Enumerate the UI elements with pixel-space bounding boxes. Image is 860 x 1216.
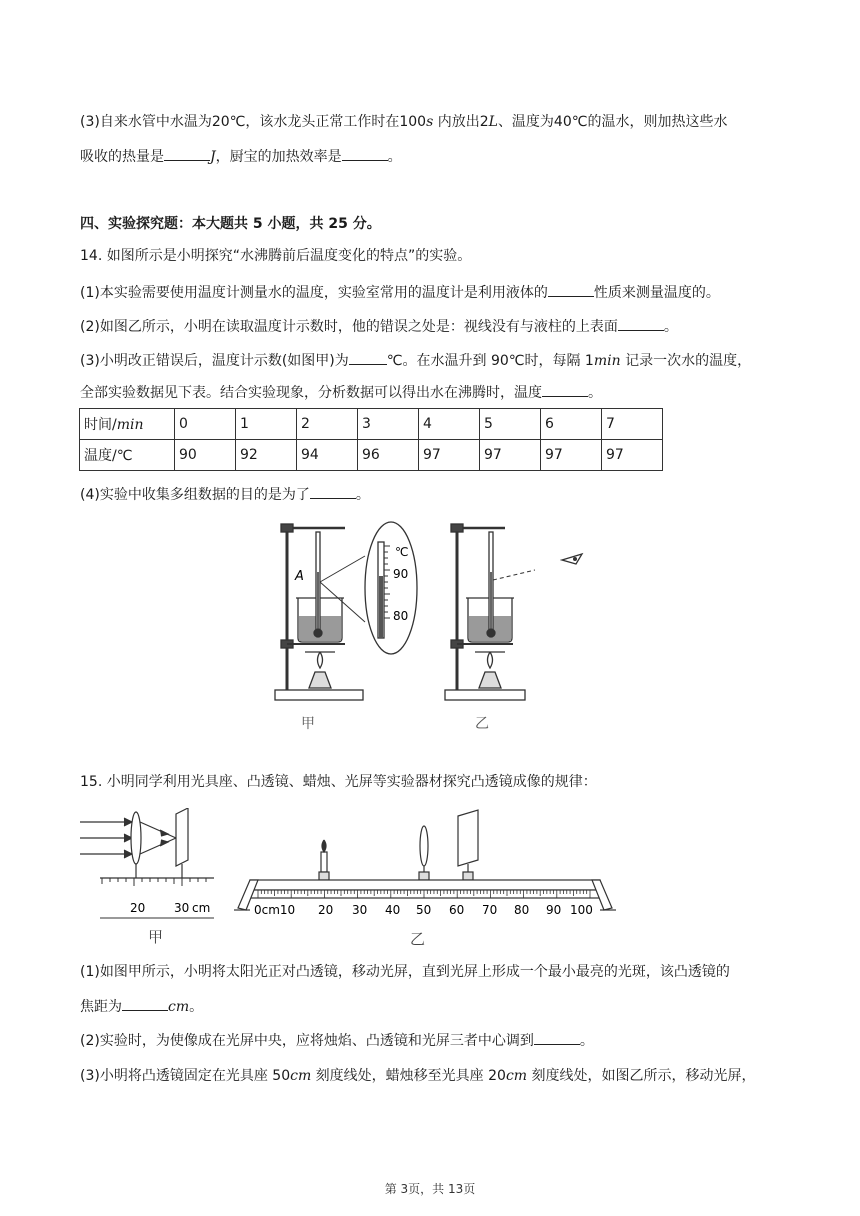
point-a-label: A bbox=[295, 569, 304, 584]
boiling-apparatus-figure bbox=[265, 512, 535, 740]
q13-part3-line1 bbox=[80, 112, 727, 132]
ruler-label-20: 20 bbox=[130, 901, 146, 915]
q14-part4-text-a: (4)实验中收集多组数据的目的是为了 bbox=[80, 487, 310, 503]
answer-blank[interactable] bbox=[548, 282, 594, 297]
q14-part1-text-b: 性质来测量温度的。 bbox=[593, 285, 720, 301]
answer-blank[interactable] bbox=[534, 1030, 580, 1045]
q14-part3-line1 bbox=[80, 350, 751, 371]
answer-blank[interactable] bbox=[310, 484, 356, 499]
table-cell: 6 bbox=[541, 409, 602, 440]
bench-tick-labels bbox=[254, 903, 593, 917]
bench-label: 40 bbox=[385, 903, 401, 917]
scale-label-80: 80 bbox=[393, 609, 409, 623]
figure-label-jia: 甲 bbox=[301, 716, 315, 732]
q15-part3-text-a: (3)小明将凸透镜固定在光具座 50 bbox=[80, 1068, 291, 1084]
table-header-temp: 温度/℃ bbox=[80, 440, 175, 471]
q13-part3-text-f: 。 bbox=[387, 149, 402, 165]
figure-label-yi: 乙 bbox=[475, 716, 489, 732]
q13-part3-text-b: 内放出2 bbox=[433, 114, 489, 130]
var-J: J bbox=[210, 149, 216, 165]
q14-part3-text-b: ℃。在水温升到 90℃时，每隔 1 bbox=[386, 353, 594, 369]
bench-label: 90 bbox=[546, 903, 562, 917]
q13-part3-text-e: ，厨宝的加热效率是 bbox=[215, 149, 342, 165]
bench-label: 100 bbox=[570, 903, 593, 917]
q13-part3-line2 bbox=[80, 146, 402, 167]
table-cell: 97 bbox=[602, 440, 663, 471]
table-cell: 97 bbox=[419, 440, 480, 471]
q13-part3-text-d: 吸收的热量是 bbox=[80, 149, 164, 165]
q14-part3-text-d: 全部实验数据见下表。结合实验现象，分析数据可以得出水在沸腾时，温度 bbox=[80, 385, 542, 401]
q15-part1-text-b: 焦距为 bbox=[80, 999, 122, 1015]
q14-part3-text-c: 记录一次水的温度， bbox=[620, 353, 752, 369]
q14-part1-text-a: (1)本实验需要使用温度计测量水的温度，实验室常用的温度计是利用液体的 bbox=[80, 285, 548, 301]
section-heading: 四、实验探究题：本大题共 5 小题，共 25 分。 bbox=[80, 216, 381, 232]
bench-label: 30 bbox=[352, 903, 368, 917]
table-cell: 2 bbox=[297, 409, 358, 440]
var-L: L bbox=[488, 114, 498, 130]
table-cell: 92 bbox=[236, 440, 297, 471]
bench-label: 50 bbox=[416, 903, 432, 917]
table-cell: 90 bbox=[175, 440, 236, 471]
q15-part3-text-c: 刻度线处，如图乙所示，移动光屏， bbox=[527, 1068, 756, 1084]
eye-icon bbox=[560, 552, 584, 572]
scale-unit: ℃ bbox=[395, 545, 409, 559]
page-footer: 第 3页，共 13页 bbox=[384, 1182, 476, 1196]
optical-bench-figure bbox=[228, 808, 620, 950]
q14-part4-text-b: 。 bbox=[355, 487, 370, 503]
var-cm: cm bbox=[505, 1068, 528, 1084]
answer-blank[interactable] bbox=[342, 146, 388, 161]
var-cm: cm bbox=[168, 999, 190, 1015]
q15-part3 bbox=[80, 1066, 756, 1086]
data-table bbox=[79, 408, 663, 471]
q15-part2-text-b: 。 bbox=[579, 1033, 594, 1049]
q15-part1-text-c: 。 bbox=[189, 999, 204, 1015]
answer-blank[interactable] bbox=[542, 382, 588, 397]
var-min: min bbox=[593, 353, 621, 369]
time-label: 时间/ bbox=[84, 417, 117, 433]
q14-part3-line2 bbox=[80, 382, 602, 403]
q15-intro: 15. 小明同学利用光具座、凸透镜、蜡烛、光屏等实验器材探究凸透镜成像的规律： bbox=[80, 774, 597, 790]
q13-part3-text-a: (3)自来水管中水温为20℃，该水龙头正常工作时在100 bbox=[80, 114, 427, 130]
bench-label: 60 bbox=[449, 903, 465, 917]
q15-part2 bbox=[80, 1030, 594, 1051]
ruler-unit: cm bbox=[192, 901, 211, 915]
q15-part3-text-b: 刻度线处，蜡烛移至光具座 20 bbox=[311, 1068, 506, 1084]
bench-label: 0cm10 bbox=[254, 903, 296, 917]
table-cell: 97 bbox=[541, 440, 602, 471]
q14-part3-text-a: (3)小明改正错误后，温度计示数(如图甲)为 bbox=[80, 353, 349, 369]
var-cm: cm bbox=[290, 1068, 312, 1084]
focal-length-figure bbox=[80, 808, 220, 948]
table-cell: 94 bbox=[297, 440, 358, 471]
q14-part2 bbox=[80, 316, 678, 337]
q14-part2-text-a: (2)如图乙所示，小明在读取温度计示数时，他的错误之处是：视线没有与液柱的上表面 bbox=[80, 319, 618, 335]
bench-label: 70 bbox=[482, 903, 498, 917]
var-min: min bbox=[116, 417, 144, 433]
table-header-time bbox=[80, 409, 175, 440]
q14-part4 bbox=[80, 484, 370, 505]
table-cell: 7 bbox=[602, 409, 663, 440]
table-cell: 97 bbox=[480, 440, 541, 471]
q14-part1 bbox=[80, 282, 720, 303]
q14-part3-text-e: 。 bbox=[588, 385, 602, 401]
ruler-ticks-jia bbox=[102, 878, 206, 886]
q15-part1-line2 bbox=[80, 996, 203, 1017]
q14-part2-text-b: 。 bbox=[663, 319, 678, 335]
q14-intro: 14. 如图所示是小明探究“水沸腾前后温度变化的特点”的实验。 bbox=[80, 248, 472, 264]
apparatus-yi bbox=[445, 524, 535, 700]
bench-label: 80 bbox=[514, 903, 530, 917]
table-cell: 4 bbox=[419, 409, 480, 440]
figure-label-jia: 甲 bbox=[148, 928, 164, 946]
answer-blank[interactable] bbox=[349, 350, 387, 365]
q13-part3-text-c: 、温度为40℃的温水，则加热这些水 bbox=[497, 114, 728, 130]
answer-blank[interactable] bbox=[618, 316, 664, 331]
table-cell: 96 bbox=[358, 440, 419, 471]
q15-part2-text-a: (2)实验时，为使像成在光屏中央，应将烛焰、凸透镜和光屏三者中心调到 bbox=[80, 1033, 534, 1049]
figure-label-yi: 乙 bbox=[410, 930, 426, 948]
var-s: s bbox=[426, 114, 434, 130]
ruler-label-30: 30 bbox=[174, 901, 190, 915]
table-row-time bbox=[80, 409, 663, 440]
answer-blank[interactable] bbox=[164, 146, 210, 161]
table-row-temp bbox=[80, 440, 663, 471]
scale-label-90: 90 bbox=[393, 567, 409, 581]
table-cell: 3 bbox=[358, 409, 419, 440]
table-cell: 0 bbox=[175, 409, 236, 440]
bench-label: 20 bbox=[318, 903, 334, 917]
q15-part1-line1: (1)如图甲所示，小明将太阳光正对凸透镜，移动光屏，直到光屏上形成一个最小最亮的光斑，该凸透镜的 bbox=[80, 964, 730, 980]
answer-blank[interactable] bbox=[122, 996, 168, 1011]
table-cell: 5 bbox=[480, 409, 541, 440]
table-cell: 1 bbox=[236, 409, 297, 440]
